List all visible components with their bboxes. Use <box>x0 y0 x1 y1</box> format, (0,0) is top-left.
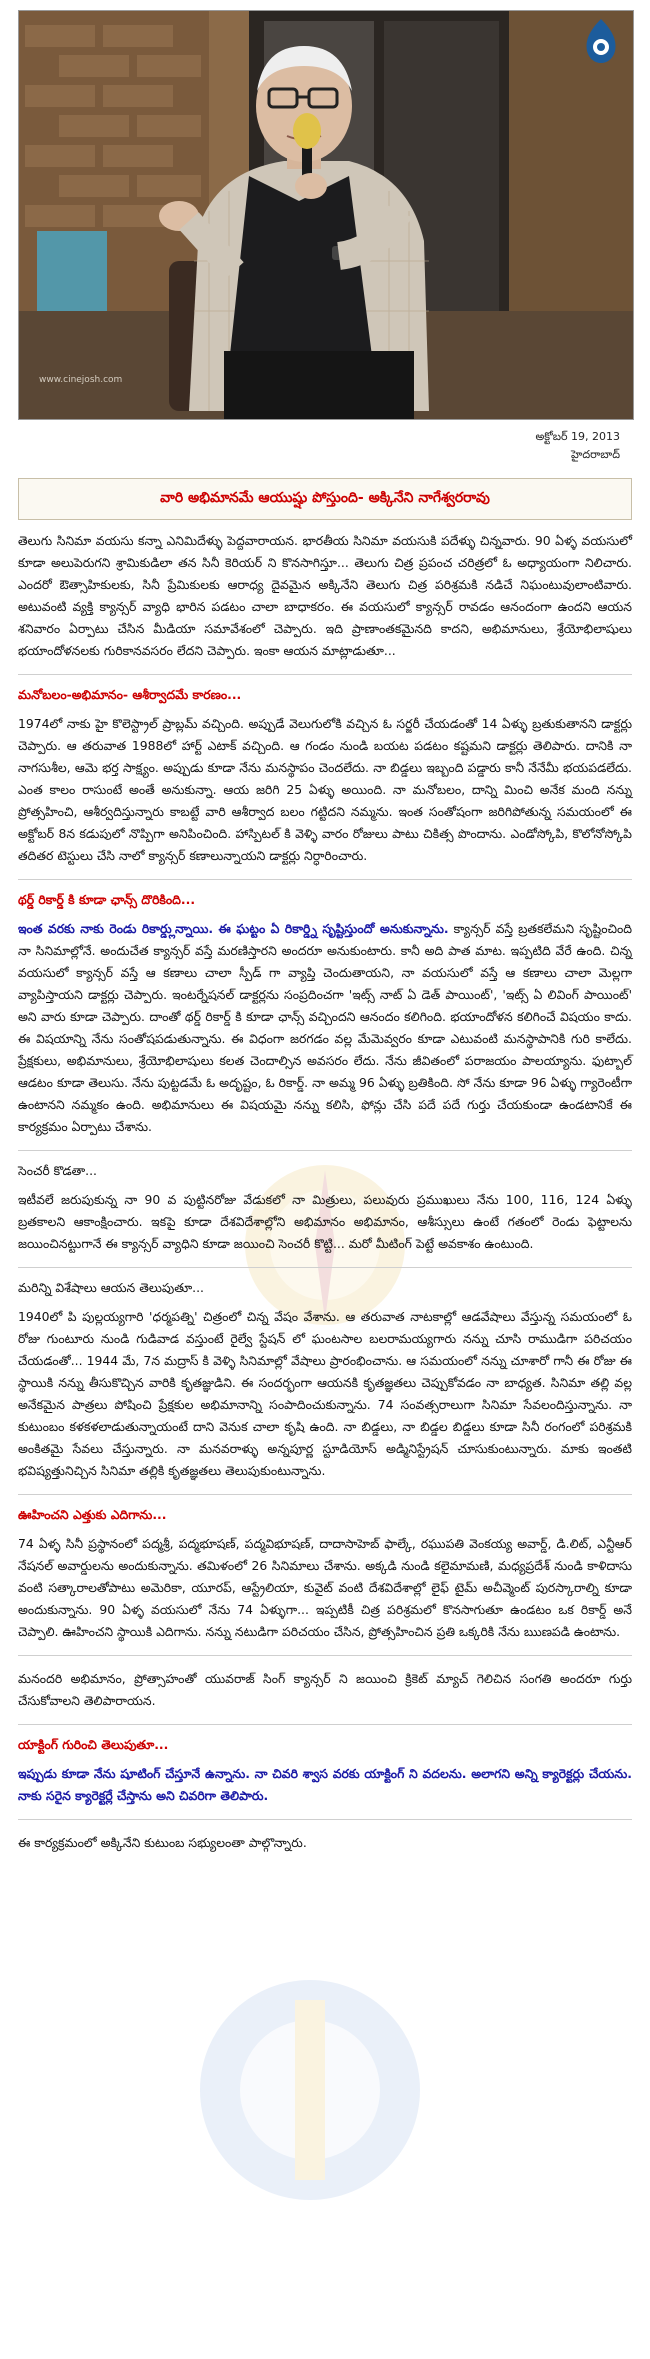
headline: వారి అభిమానమే ఆయుష్షు పోస్తుంది- అక్కినేని నాగేశ్వరరావు <box>160 489 490 506</box>
photo-watermark: www.cinejosh.com <box>39 375 123 385</box>
section-highlight-7: ఇప్పుడు కూడా నేను షూటింగ్ చేస్తూనే ఉన్నాను. నా చివరి శ్వాస వరకు యాక్టింగ్ ని వదలను. అలాగని అన్ని క్యారెక్టర్లు చేయను. నాకు సరైన క్యారెక్టర్లే చేస్తాను అని చివరిగా తెలిపారు. <box>18 1766 632 1803</box>
section-heading-5: ఊహించని ఎత్తుకు ఎదిగాను... <box>18 1507 167 1522</box>
section-heading-2: థర్డ్ రికార్డ్ కి కూడా ఛాన్స్ దొరికింది... <box>18 892 196 907</box>
section-body-4: 1940లో పి పుల్లయ్యగారి 'ధర్మపత్ని' చిత్రంలో చిన్న వేషం వేశాను. ఆ తరువాత నాటకాల్లో ఆడవేషాలు వేస్తున్న సమయంలో ఓ రోజు గుంటూరు నుండి గుడివాడ వస్తుంటే రైల్వే స్టేషన్ లో ఘంటసాల బలరామయ్యగారు నన్ను చూసి రాముడిగా పరిచయం చేయడంతో... 1944 మే, 7న మద్రాస్ కి వెళ్ళి సినిమాల్లో వేషాలు ప్రారంభించాను. ఆ సమయంలో నన్ను చూశారో గానీ ఈ రోజు ఈ స్థాయికి నన్ను తీసుకొచ్చిన వారికి కృతజ్ఞుడిని. ఈ సందర్భంగా ఆయనకి కృతజ్ఞతలు చెప్పుకోవడం నా బాధ్యత. సినిమా తల్లి వల్ల అనేకమైన పాత్రలు పోషించి ప్రేక్షకుల అభిమానాన్ని సంపాదించుకున్నాను. 74 సంవత్సరాలుగా సినిమా సేవలందిస్తున్నాను. నా కుటుంబం కళకళలాడుతున్నాయంటే దాని వెనుక చాలా కృషి ఉంది. నా బిడ్డలు, నా బిడ్డల బిడ్డలు కూడా సినీ రంగంలో పరిశ్రమకి అంకితమై సేవలు చేస్తున్నారు. నా మనవరాళ్ళు అన్నపూర్ణ స్టూడియోస్ అడ్మినిస్ట్రేషన్ చూసుకుంటున్నారు. మాకు ఇంతటి భవిష్యత్తునిచ్చిన సినిమా తల్లికి కృతజ్ఞతలు తెలుపుకుంటున్నాను. <box>18 1309 632 1478</box>
hero-photo <box>18 10 634 420</box>
section-body-6: మనందరి అభిమానం, ప్రోత్సాహంతో యువరాజ్ సింగ్ క్యాన్సర్ ని జయించి క్రికెట్ మ్యాచ్ గెలిచిన సంగతి అందరూ గుర్తు చేసుకోవాలని తెలిపారాయన. <box>18 1671 632 1708</box>
section-heading-3: సెంచరీ కొడతా... <box>18 1163 97 1178</box>
closing-paragraph: ఈ కార్యక్రమంలో అక్కినేని కుటుంబ సభ్యులంతా పాల్గొన్నారు. <box>18 1835 307 1850</box>
section-highlight-2: ఇంత వరకు నాకు రెండు రికార్డ్లున్నాయి. ఈ ఘట్టం ఏ రికార్డ్ని సృష్టిస్తుందో అనుకున్నాను. <box>18 921 449 936</box>
divider <box>18 674 632 675</box>
divider <box>18 1819 632 1820</box>
section-body-7 <box>18 1763 632 1807</box>
dateline <box>535 428 620 464</box>
divider <box>18 1724 632 1725</box>
intro-paragraph: తెలుగు సినిమా వయసు కన్నా ఎనిమిదేళ్ళు పెద్దవారాయన. భారతీయ సినిమా వయసుకి పదేళ్ళు చిన్నవారు. 90 ఏళ్ళ వయసులో కూడా అలుపెరుగని శ్రామికుడిలా తన సినీ కెరియర్ ని కొనసాగిస్తూ... తెలుగు చిత్ర ప్రపంచ చరిత్రలో ఓ అధ్యాయంగా నిలిచారు. ఎందరో ఔత్సాహికులకు, సినీ ప్రేమికులకు ఆరాధ్య దైవమైన అక్కినేని తెలుగు చిత్ర పరిశ్రమకి నడిచే నిఘంటువులాంటివారు. అటువంటి వ్యక్తి క్యాన్సర్ వ్యాధి భారిన పడటం చాలా బాధాకరం. ఈ వయసులో క్యాన్సర్ రావడం ఆనందంగా ఉందని ఆయన శనివారం ఏర్పాటు చేసిన మీడియా సమావేశంలో చెప్పారు. ఇది ప్రాణాంతకమైనది కాదని, అభిమానులు, శ్రేయోభిలాషులు భయాందోళనలకు గురికానవసరం లేదని చెప్పారు. ఇంకా ఆయన మాట్లాడుతూ... <box>18 533 632 658</box>
background-watermark-icon-2 <box>190 1960 430 2220</box>
divider <box>18 1494 632 1495</box>
divider <box>18 1150 632 1151</box>
divider <box>18 879 632 880</box>
section-body-1: 1974లో నాకు హై కొలెస్ట్రాల్ ప్రాబ్లమ్ వచ్చింది. అప్పుడే వెలుగులోకి వచ్చిన ఓ సర్జరీ చేయడంతో 14 ఏళ్ళు బ్రతుకుతానని డాక్టర్లు చెప్పారు. ఆ తరువాత 1988లో హార్ట్ ఎటాక్ వచ్చింది. ఆ గండం నుండి బయట పడటం కష్టమని డాక్టర్లు తెలిపారు. దానికి నా నాగసుశీల, ఆమె భర్త సాక్ష్యం. అప్పుడు కూడా నేను మనస్థాపం చెందలేదు. నా బిడ్డలు ఇబ్బంది పడ్డారు కానీ నేనేమీ భయపడలేదు. ఎంత కాలం రాసుంటే అంతే అనుకున్నా. ఆయ జరిగి 25 ఏళ్ళు అయింది. నా మనోబలం, దాన్ని మించి అనేక మంది నన్ను ప్రోత్సహించి, ఆశీర్వదిస్తున్నారు కాబట్టే వారి ఆశీర్వాద బలం గట్టిదని నమ్మను. ఇంత సంతోషంగా జరిగిపోతున్న సమయంలో ఈ అక్టోబర్ 8న కడుపులో నొప్పిగా అనిపించింది. హాస్పిటల్ కి వెళ్ళి వారం రోజులు పాటు చికిత్స పొందాను. ఎండోస్కోపి, కొలోనోస్కోపి తదితర టెస్టులు చేసి నాలో క్యాన్సర్ కణాలున్నాయని డాక్టర్లు నిర్ధారించారు. <box>18 716 632 863</box>
headline-box <box>18 478 632 520</box>
section-heading-4: మరిన్ని విశేషాలు ఆయన తెలుపుతూ... <box>18 1280 204 1295</box>
section-body-2 <box>18 918 632 1138</box>
divider <box>18 1655 632 1656</box>
divider <box>18 1267 632 1268</box>
site-logo-icon <box>579 17 623 65</box>
section-heading-7: యాక్టింగ్ గురించి తెలుపుతూ... <box>18 1737 169 1752</box>
section-body-5: 74 ఏళ్ళ సినీ ప్రస్థానంలో పద్మశ్రీ, పద్మభూషణ్, పద్మవిభూషణ్, దాదాసాహెబ్ ఫాల్కే, రఘుపతి వెంకయ్య అవార్డ్, డి.లిట్, ఎన్టీఆర్ నేషనల్ అవార్డులను అందుకున్నాను. తమిళంలో 26 సినిమాలు చేశాను. అక్కడి నుండి కలైమామణి, మధ్యప్రదేశ్ నుండి కాళిదాసు వంటి సత్కారాలతోపాటు అమెరికా, యూరప్, ఆస్ట్రేలియా, కువైట్ వంటి దేశవిదేశాల్లో లైఫ్ టైమ్ అచీవ్మెంట్ పురస్కారాల్ని కూడా అందుకున్నాను. 90 ఏళ్ళ వయసులో నేను 74 ఏళ్ళుగా... ఇప్పటికీ చిత్ర పరిశ్రమలో కొనసాగుతూ ఉండటం ఒక రికార్డ్ అనే చెప్పాలి. ఊహించని స్థాయికి ఎదిగాను. నన్ను నటుడిగా పరిచయం చేసిన, ప్రోత్సహించిన ప్రతి ఒక్కరికి నేను ఋణపడి ఉంటాను. <box>18 1536 632 1639</box>
article-date: అక్టోబర్ 19, 2013 <box>535 430 620 443</box>
section-text-2: క్యాన్సర్ వస్తే బ్రతకలేమని సృష్టించింది నా సినిమాల్లోనే. అందుచేత క్యాన్సర్ వస్తే మరణిస్తారని అందరూ అనుకుంటారు. కానీ అది పాత మాట. ఇప్పటిది వేరే ఉంది. చిన్న వయసులో క్యాన్సర్ వస్తే ఆ కణాలు చాలా స్పీడ్ గా వ్యాప్తి చెందుతాయని, నా వయసులో వస్తే ఆ కణాలు చాలా మెల్లగా వ్యాపిస్తాయని డాక్టర్లు చెప్పారు. ఇంటర్నేషనల్ డాక్టర్లను సంప్రదించగా 'ఇట్స్ నాట్ ఏ డెత్ పాయింట్', 'ఇట్స్ ఏ లివింగ్ పాయింట్' అని వారు కూడా చెప్పారు. దాంతో థర్డ్ రికార్డ్ కి కూడా ఛాన్స్ వచ్చిందని ఆనందం కలిగింది. భయాందోళన కలిగించే విషయం కాదు. ఈ విషయాన్ని నేను సంతోషపడుతున్నాను. ఈ విధంగా జరగడం వల్ల మేమెవ్వరం కూడా ఎటువంటి మనస్థాపానికి గురి కాలేదు. ప్రేక్షకులు, అభిమానులు, శ్రేయోభిలాషులు కలత చెందాల్సిన అవసరం లేదు. నేను జీవితంలో పరాజయం పాలయ్యాను. ఫుట్బాల్ ఆడటం కూడా తెలుసు. నేను పుట్టడమే ఓ అదృష్టం, ఓ రికార్డ్. నా అమ్మ 96 ఏళ్ళు బ్రతికింది. సో నేను కూడా 96 ఏళ్ళు గ్యారెంటీగా ఉంటానని నమ్మకం ఉంది. అభిమానులు ఈ విషయమై నన్ను కలిసి, ఫోన్లు చేసి పదే పదే గుర్తు చేయకుండా ఉండటానికే ఈ కార్యక్రమం ఏర్పాటు చేశాను. <box>18 921 632 1134</box>
section-heading-1: మనోబలం-అభిమానం- ఆశీర్వాదమే కారణం... <box>18 687 242 702</box>
photo-illustration <box>19 11 633 419</box>
article-place: హైదరాబాద్ <box>571 448 620 461</box>
section-body-3: ఇటీవలే జరుపుకున్న నా 90 వ పుట్టినరోజు వేడుకలో నా మిత్రులు, పలువురు ప్రముఖులు నేను 100, 116, 124 ఏళ్ళు బ్రతకాలని ఆకాంక్షించారు. ఇకపై కూడా దేశవిదేశాల్లోని అభిమానం అభిమానం, ఆశీస్సులు ఉంటే గతంలో రెండు ఫెట్టాలను జయించినట్టుగానే ఈ క్యాన్సర్ వ్యాధిని కూడా జయించి సెంచరీ కొట్టి... మరో మీటింగ్ పెట్టే అవకాశం ఉంటుంది. <box>18 1192 632 1251</box>
article-body <box>18 530 632 1864</box>
